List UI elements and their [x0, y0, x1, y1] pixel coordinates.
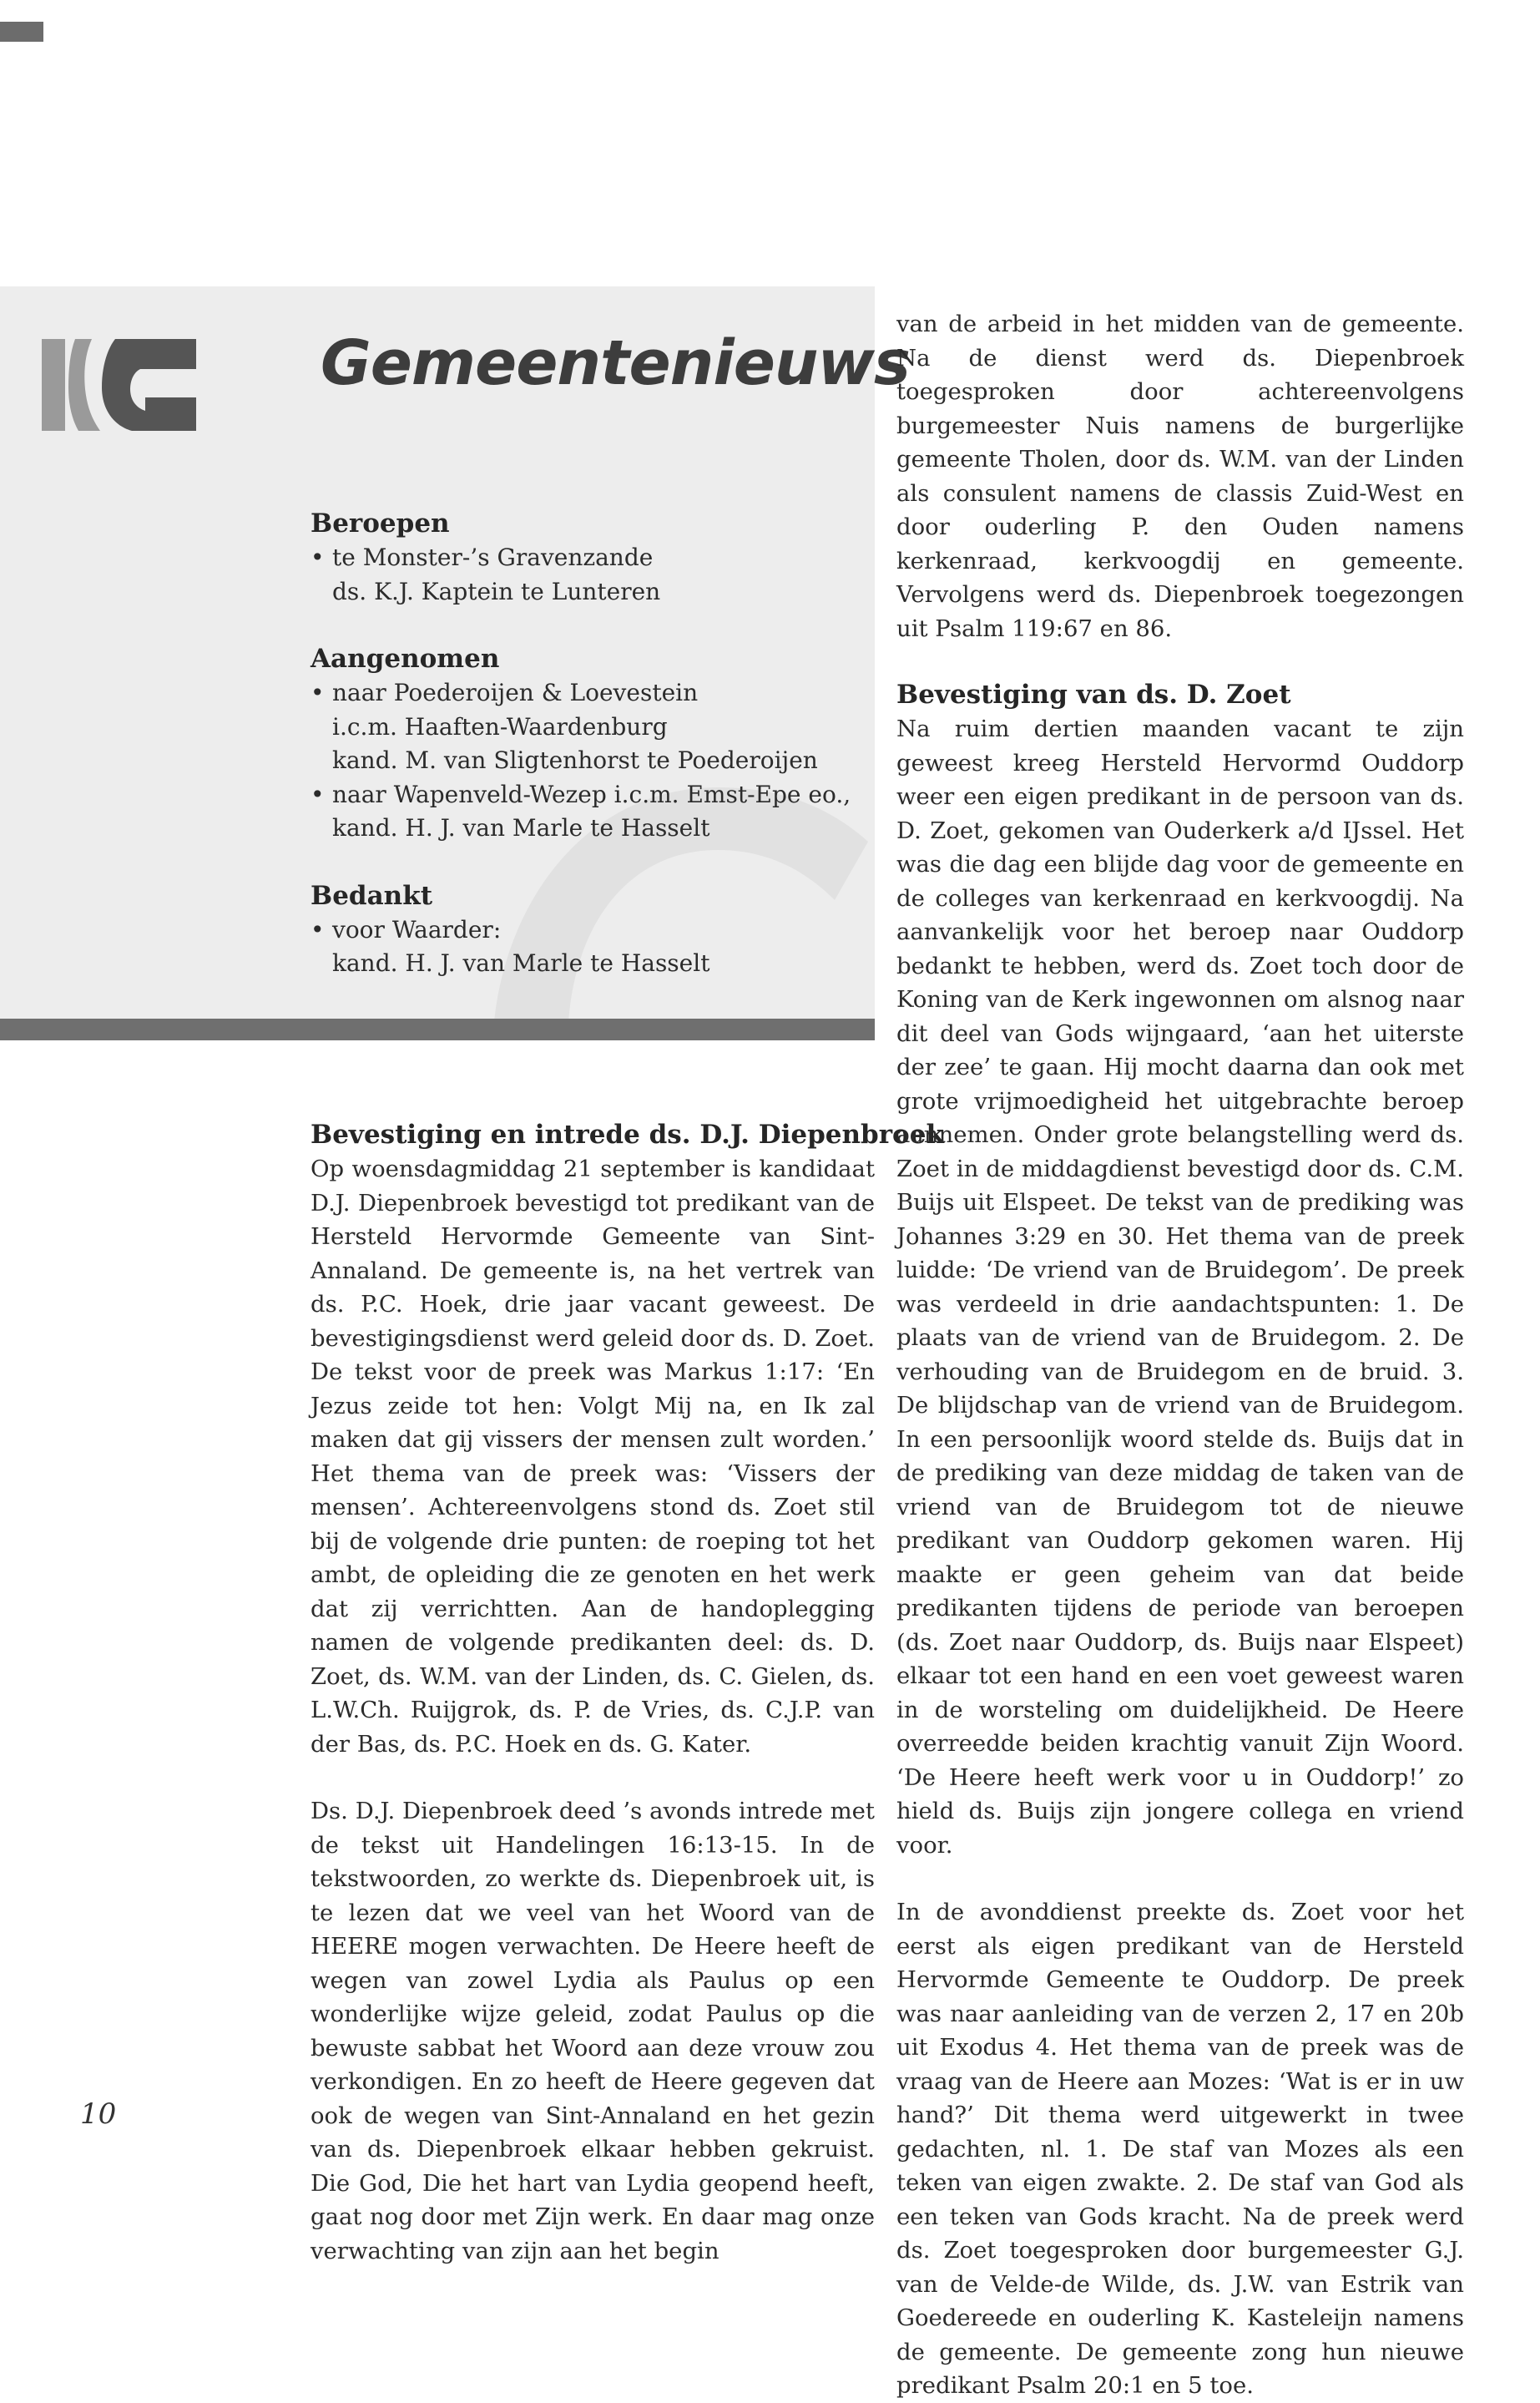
corner-tab-mark: [0, 22, 43, 42]
article-heading-diepenbroek: Bevestiging en intrede ds. D.J. Diepenbroek: [311, 1120, 944, 1150]
bullet-icon: •: [311, 915, 325, 943]
notice-beroepen: [311, 506, 861, 609]
list-item-line: kand. H. J. van Marle te Hasselt: [332, 814, 710, 842]
list-item-line: kand. M. van Sligtenhorst te Poederoijen: [332, 746, 818, 774]
list-item-line: te Monster-’s Gravenzande: [332, 544, 654, 571]
list-item-line: ds. K.J. Kaptein te Lunteren: [332, 577, 661, 605]
article-column-left: [311, 1117, 944, 2268]
bullet-icon: •: [311, 780, 325, 808]
notice-heading: Bedankt: [311, 880, 433, 911]
list-item-line: i.c.m. Haaften-Waardenburg: [332, 712, 668, 741]
article-heading-zoet: Bevestiging van ds. D. Zoet: [896, 680, 1291, 710]
page-number: 10: [80, 2097, 117, 2131]
panel-bottom-bar: [0, 1019, 875, 1040]
page-title: Gemeentenieuws: [321, 327, 910, 399]
article-column-right: [896, 307, 1464, 2403]
list-item-line: voor Waarder:: [332, 915, 502, 943]
list-item-line: naar Poederoijen & Loevestein: [332, 679, 699, 706]
notices-section: [311, 506, 861, 1014]
list-item-line: kand. H. J. van Marle te Hasselt: [332, 949, 710, 977]
article-paragraph: van de arbeid in het midden van de gemeente. Na de dienst werd ds. Diepenbroek toegesproken door achtereenvolgens burgemeester Nuis namens de burgerlijke gemeente Tholen, door ds. W.M. van der Linden als consulent namens de classis Zuid-West en door ouderling P. den Ouden namens kerkenraad, kerkvoogdij en gemeente. Vervolgens werd ds. Diepenbroek toegezongen uit Psalm 119:67 en 86.: [896, 311, 1464, 642]
article-paragraph: Na ruim dertien maanden vacant te zijn geweest kreeg Hersteld Hervormd Ouddorp weer een eigen predikant in de persoon van ds. D. Zoet, gekomen van Ouderkerk a/d IJssel. Het was die dag een blijde dag voor de gemeente en de colleges van kerkenraad en kerkvoogdij. Na aanvankelijk voor het beroep naar Ouddorp bedankt te hebben, werd ds. Zoet toch door de Koning van de Kerk ingewonnen om alsnog naar dit deel van Gods wijngaard, ‘aan het uiterste der zee’ te gaan. Hij mocht daarna dan ook met grote vrijmoedigheid het uitgebrachte beroep aannemen. Onder grote belangstelling werd ds. Zoet in de middagdienst bevestigd door ds. C.M. Buijs uit Elspeet. De tekst van de prediking was Johannes 3:29 en 30. Het thema van de preek luidde: ‘De vriend van de Bruidegom’. De preek was verdeeld in drie aandachtspunten: 1. De plaats van de vriend van de Bruidegom. 2. De verhouding van de Bruidegom en de bruid. 3. De blijdschap van de vriend van de Bruidegom. In een persoonlijk woord stelde ds. Buijs dat in de prediking van deze middag de taken van de vriend van de Bruidegom tot de nieuwe predikant van Ouddorp gekomen waren. Hij maakte er geen geheim van dat beide predikanten tijdens de periode van beroepen (ds. Zoet naar Ouddorp, ds. Buijs naar Elspeet) elkaar tot een hand en een voet geweest waren in de worsteling om duidelijkheid. De Heere overreedde beiden krachtig vanuit Zijn Woord. ‘De Heere heeft werk voor u in Ouddorp!’ zo hield ds. Buijs zijn jongere collega en vriend voor.: [896, 716, 1464, 1859]
list-item: [311, 913, 861, 981]
g-logo-icon: [42, 339, 196, 431]
list-item: [311, 676, 861, 778]
article-paragraph: Ds. D.J. Diepenbroek deed ’s avonds intrede met de tekst uit Handelingen 16:13-15. In de tekstwoorden, zo werkte ds. Diepenbroek uit, is te lezen dat we veel van het Woord van de HEERE mogen verwachten. De Heere heeft de wegen van zowel Lydia als Paulus op een wonderlijke wijze geleid, zodat Paulus op die bewuste sabbat het Woord aan deze vrouw zou verkondigen. En zo heeft de Heere gegeven dat ook de wegen van Sint-Annaland en het gezin van ds. Diepenbroek elkaar hebben gekruist. Die God, Die het hart van Lydia geopend heeft, gaat nog door met Zijn werk. En daar mag onze verwachting van zijn aan het begin: [311, 1798, 875, 2264]
notice-bedankt: [311, 878, 861, 981]
notice-heading: Beroepen: [311, 508, 450, 539]
list-item-line: naar Wapenveld-Wezep i.c.m. Emst-Epe eo.,: [332, 780, 851, 808]
bullet-icon: •: [311, 544, 325, 571]
bullet-icon: •: [311, 679, 325, 706]
notice-heading: Aangenomen: [311, 644, 500, 674]
article-paragraph: Op woensdagmiddag 21 september is kandidaat D.J. Diepenbroek bevestigd tot predikant van de Hersteld Hervormde Gemeente van Sint-Annaland. De gemeente is, na het vertrek van ds. P.C. Hoek, drie jaar vacant geweest. De bevestigingsdienst werd geleid door ds. D. Zoet. De tekst voor de preek was Markus 1:17: ‘En Jezus zeide tot hen: Volgt Mij na, en Ik zal maken dat gij vissers der mensen zult worden.’ Het thema van de preek was: ‘Vissers der mensen’. Achtereenvolgens stond ds. Zoet stil bij de volgende drie punten: de roeping tot het ambt, de opleiding die ze genoten en het werk dat zij verrichtten. Aan de handoplegging namen de volgende predikanten deel: ds. D. Zoet, ds. W.M. van der Linden, ds. C. Gielen, ds. L.W.Ch. Ruijgrok, ds. P. de Vries, ds. C.J.P. van der Bas, ds. P.C. Hoek en ds. G. Kater.: [311, 1156, 875, 1758]
list-item: [311, 778, 861, 846]
notice-aangenomen: [311, 641, 861, 846]
article-paragraph: In de avonddienst preekte ds. Zoet voor het eerst als eigen predikant van de Hersteld Hervormde Gemeente te Ouddorp. De preek was naar aanleiding van de verzen 2, 17 en 20b uit Exodus 4. Het thema van de preek was de vraag van de Heere aan Mozes: ‘Wat is er in uw hand?’ Dit thema werd uitgewerkt in twee gedachten, nl. 1. De staf van Mozes als een teken van eigen zwakte. 2. De staf van God als een teken van Gods kracht. Na de preek werd ds. Zoet toegesproken door burgemeester G.J. van de Velde-de Wilde, ds. J.W. van Estrik van Goedereede en ouderling K. Kasteleijn namens de gemeente. De gemeente zong hun nieuwe predikant Psalm 20:1 en 5 toe.: [896, 1899, 1464, 2399]
list-item: [311, 541, 861, 609]
